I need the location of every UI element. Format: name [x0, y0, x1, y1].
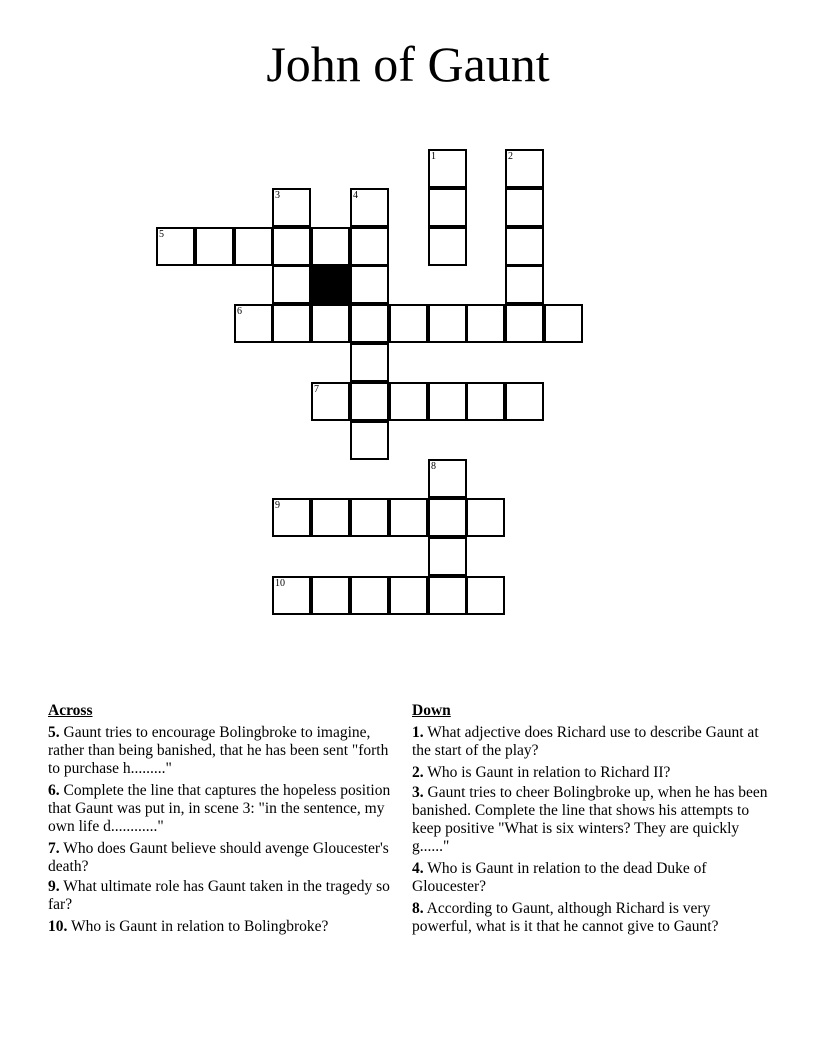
grid-cell[interactable] [234, 227, 273, 266]
down-clue-8 [412, 900, 772, 936]
grid-cell[interactable] [311, 382, 350, 421]
cell-number: 3 [275, 190, 280, 201]
grid-cell[interactable] [389, 382, 428, 421]
grid-cell[interactable] [156, 227, 195, 266]
cell-number: 6 [237, 306, 242, 317]
grid-cell[interactable] [311, 576, 350, 615]
clue-number: 8. [412, 900, 424, 917]
clue-number: 9. [48, 878, 60, 895]
clue-number: 10. [48, 918, 68, 935]
across-clue-6 [48, 782, 404, 836]
grid-cell[interactable] [428, 149, 467, 188]
grid-cell[interactable] [505, 188, 544, 227]
clue-text: Who is Gaunt in relation to Richard II? [423, 764, 671, 781]
cell-number: 2 [508, 151, 513, 162]
clue-text: Complete the line that captures the hopeless position that Gaunt was put in, in scene 3: "in the sentence, my own life d............" [48, 782, 391, 835]
grid-cell[interactable] [234, 304, 273, 343]
clue-text: Gaunt tries to encourage Bolingbroke to imagine, rather than being banished, that he has been sent "forth to purchase h........." [48, 724, 389, 777]
grid-cell[interactable] [389, 304, 428, 343]
grid-cell[interactable] [466, 382, 505, 421]
grid-cell[interactable] [350, 498, 389, 537]
down-clue-1 [412, 724, 772, 760]
grid-cell[interactable] [466, 576, 505, 615]
grid-cell[interactable] [505, 265, 544, 304]
grid-cell[interactable] [272, 227, 311, 266]
cell-number: 9 [275, 500, 280, 511]
clue-number: 5. [48, 724, 60, 741]
blocked-cell [311, 265, 350, 304]
grid-cell[interactable] [505, 304, 544, 343]
grid-cell[interactable] [428, 537, 467, 576]
grid-cell[interactable] [350, 188, 389, 227]
grid-cell[interactable] [505, 227, 544, 266]
grid-cell[interactable] [428, 576, 467, 615]
cell-number: 1 [431, 151, 436, 162]
clue-number: 1. [412, 724, 424, 741]
grid-cell[interactable] [272, 498, 311, 537]
grid-cell[interactable] [466, 498, 505, 537]
clue-text: What adjective does Richard use to describe Gaunt at the start of the play? [412, 724, 759, 759]
down-clue-2 [412, 764, 772, 782]
grid-cell[interactable] [428, 188, 467, 227]
across-heading: Across [48, 702, 93, 719]
across-clue-5 [48, 724, 404, 778]
cell-number: 5 [159, 229, 164, 240]
cell-number: 7 [314, 384, 319, 395]
grid-cell[interactable] [195, 227, 234, 266]
grid-cell[interactable] [311, 304, 350, 343]
clue-text: Who does Gaunt believe should avenge Gloucester's death? [48, 840, 389, 875]
clue-number: 3. [412, 784, 424, 801]
grid-cell[interactable] [428, 304, 467, 343]
grid-cell[interactable] [350, 265, 389, 304]
grid-cell[interactable] [311, 498, 350, 537]
down-clue-3 [412, 784, 772, 856]
across-clues [48, 702, 404, 940]
clue-number: 2. [412, 764, 424, 781]
grid-cell[interactable] [428, 382, 467, 421]
grid-cell[interactable] [350, 343, 389, 382]
grid-cell[interactable] [272, 576, 311, 615]
grid-cell[interactable] [272, 188, 311, 227]
across-clue-9 [48, 878, 404, 914]
across-clue-7 [48, 840, 404, 876]
clue-text: According to Gaunt, although Richard is very powerful, what is it that he cannot give to Gaunt? [412, 900, 719, 935]
grid-cell[interactable] [389, 498, 428, 537]
clue-text: Gaunt tries to cheer Bolingbroke up, when he has been banished. Complete the line that shows his attempts to keep positive "What is six winters? They are quickly g......" [412, 784, 768, 855]
grid-cell[interactable] [505, 382, 544, 421]
grid-cell[interactable] [428, 227, 467, 266]
grid-cell[interactable] [272, 265, 311, 304]
cell-number: 4 [353, 190, 358, 201]
down-clues [412, 702, 772, 940]
down-clue-4 [412, 860, 772, 896]
grid-cell[interactable] [350, 382, 389, 421]
cell-number: 8 [431, 461, 436, 472]
clue-text: Who is Gaunt in relation to Bolingbroke? [67, 918, 329, 935]
grid-cell[interactable] [505, 149, 544, 188]
grid-cell[interactable] [428, 459, 467, 498]
clue-number: 7. [48, 840, 60, 857]
grid-cell[interactable] [350, 421, 389, 460]
down-heading: Down [412, 702, 451, 719]
clue-number: 6. [48, 782, 60, 799]
grid-cell[interactable] [350, 227, 389, 266]
clue-text: What ultimate role has Gaunt taken in the tragedy so far? [48, 878, 390, 913]
grid-cell[interactable] [350, 304, 389, 343]
grid-cell[interactable] [466, 304, 505, 343]
grid-cell[interactable] [544, 304, 583, 343]
across-clue-10 [48, 918, 404, 936]
clue-number: 4. [412, 860, 424, 877]
grid-cell[interactable] [311, 227, 350, 266]
grid-cell[interactable] [389, 576, 428, 615]
grid-cell[interactable] [350, 576, 389, 615]
cell-number: 10 [275, 578, 285, 589]
grid-cell[interactable] [428, 498, 467, 537]
clue-text: Who is Gaunt in relation to the dead Duke of Gloucester? [412, 860, 707, 895]
page-title: John of Gaunt [266, 36, 550, 92]
grid-cell[interactable] [272, 304, 311, 343]
